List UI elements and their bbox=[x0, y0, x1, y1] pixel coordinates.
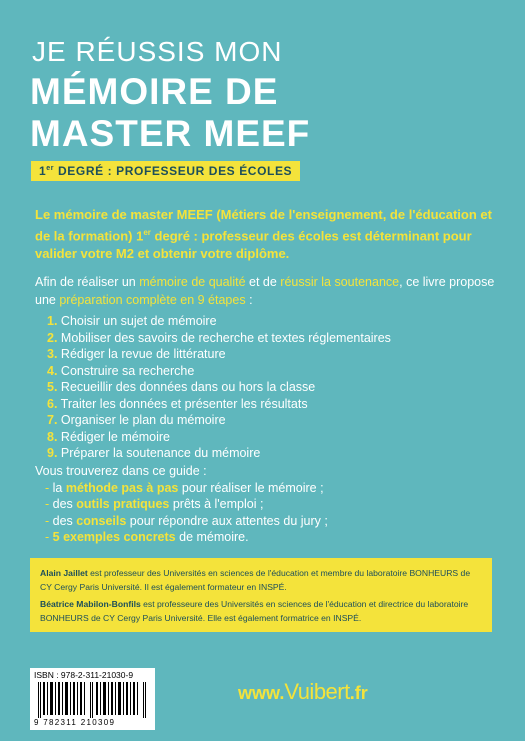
description-paragraph bbox=[35, 273, 495, 309]
step-item bbox=[47, 379, 391, 396]
step-number: 3. bbox=[47, 347, 58, 361]
step-text: Recueillir des données dans ou hors la classe bbox=[57, 380, 316, 394]
guide-item bbox=[45, 513, 495, 530]
guide-item-pre: des bbox=[52, 497, 77, 511]
intro-part2: degré : professeur des écoles est déterminant pour valider votre M2 et obtenir votre diplôme. bbox=[35, 228, 472, 262]
step-text: Préparer la soutenance du mémoire bbox=[57, 446, 261, 460]
step-item bbox=[47, 363, 391, 380]
step-number: 9. bbox=[47, 446, 58, 460]
step-item bbox=[47, 429, 391, 446]
author-text: est professeur des Universités en sciences de l'éducation et membre du laboratoire BONHEURS de CY Cergy Paris Université. Il est également formateur en INSPÉ. bbox=[40, 568, 471, 592]
step-item bbox=[47, 330, 391, 347]
step-number: 7. bbox=[47, 413, 58, 427]
steps-list bbox=[47, 313, 391, 462]
authors-box bbox=[30, 558, 492, 632]
step-item bbox=[47, 313, 391, 330]
guide-item bbox=[45, 496, 495, 513]
para-highlight-3: préparation complète en 9 étapes bbox=[59, 293, 246, 307]
dash-bullet: - bbox=[45, 530, 53, 544]
isbn-text: ISBN : 978-2-311-21030-9 bbox=[34, 670, 134, 680]
author-bio bbox=[40, 566, 482, 594]
step-item bbox=[47, 396, 391, 413]
publisher-logo-text: Vuibert bbox=[284, 679, 350, 704]
dash-bullet: - bbox=[45, 497, 53, 511]
guide-item-post: de mémoire. bbox=[175, 530, 249, 544]
band-ordinal-sup: er bbox=[46, 165, 55, 172]
guide-item bbox=[45, 529, 495, 546]
guide-intro: Vous trouverez dans ce guide : bbox=[35, 464, 207, 478]
intro-part1: Le mémoire de master MEEF (Métiers de l'enseignement, de l'éducation et de la formation) 1 bbox=[35, 207, 492, 244]
step-number: 8. bbox=[47, 429, 58, 444]
step-text: Mobiliser des savoirs de recherche et textes réglementaires bbox=[57, 330, 391, 345]
title-line-3: MASTER MEEF bbox=[30, 113, 311, 154]
para-t4: : bbox=[245, 293, 253, 307]
guide-item-bold: conseils bbox=[76, 513, 127, 528]
guide-list bbox=[35, 480, 495, 546]
guide-item-bold: méthode pas à pas bbox=[65, 480, 179, 495]
step-text: Choisir un sujet de mémoire bbox=[57, 314, 217, 328]
step-number: 5. bbox=[47, 380, 58, 394]
guide-section bbox=[35, 463, 495, 546]
step-text: Construire sa recherche bbox=[57, 363, 195, 378]
barcode-icon bbox=[38, 682, 148, 718]
para-highlight-2: réussir la soutenance bbox=[280, 275, 400, 289]
band-text: DEGRÉ : PROFESSEUR DES ÉCOLES bbox=[54, 164, 293, 178]
guide-item-bold: 5 exemples concrets bbox=[52, 530, 176, 544]
step-number: 1. bbox=[47, 314, 58, 328]
para-t1: Afin de réaliser un bbox=[35, 275, 140, 289]
barcode-digits: 9 782311 210309 bbox=[34, 718, 116, 727]
para-t3: , ce livre propose une bbox=[35, 275, 495, 307]
author-text: est professeure des Universités en sciences de l'éducation et directrice du laboratoire BONHEURS de CY Cergy Paris Université. Elle est également formatrice en INSPÉ. bbox=[40, 599, 469, 623]
barcode-area bbox=[30, 668, 155, 730]
intro-paragraph bbox=[35, 206, 495, 263]
guide-item-pre: la bbox=[52, 480, 66, 495]
site-suffix: .fr bbox=[349, 683, 368, 703]
dash-bullet: - bbox=[45, 480, 53, 495]
step-text: Rédiger la revue de littérature bbox=[57, 347, 226, 361]
title-line-1: JE RÉUSSIS MON bbox=[32, 36, 283, 67]
para-t2: et de bbox=[245, 275, 281, 289]
step-text: Traiter les données et présenter les résultats bbox=[57, 396, 308, 411]
step-text: Organiser le plan du mémoire bbox=[57, 413, 226, 427]
guide-item-post: pour répondre aux attentes du jury ; bbox=[126, 513, 328, 528]
para-highlight-1: mémoire de qualité bbox=[139, 275, 246, 289]
guide-item-post: prêts à l'emploi ; bbox=[169, 497, 264, 511]
subtitle-band bbox=[31, 161, 300, 181]
author-bio bbox=[40, 597, 482, 625]
dash-bullet: - bbox=[45, 513, 53, 528]
step-item bbox=[47, 445, 391, 462]
step-number: 4. bbox=[47, 363, 58, 378]
step-number: 6. bbox=[47, 396, 58, 411]
guide-item-pre: des bbox=[52, 513, 77, 528]
guide-item-bold: outils pratiques bbox=[76, 497, 170, 511]
publisher-website[interactable] bbox=[238, 679, 368, 705]
guide-item bbox=[45, 480, 495, 497]
step-text: Rédiger le mémoire bbox=[57, 429, 170, 444]
step-number: 2. bbox=[47, 330, 58, 345]
intro-sup: er bbox=[143, 228, 151, 237]
site-prefix: www. bbox=[238, 683, 285, 703]
band-ordinal: 1 bbox=[39, 164, 47, 178]
author-name: Alain Jaillet bbox=[40, 568, 88, 578]
title-line-2: MÉMOIRE DE bbox=[30, 71, 279, 112]
step-item bbox=[47, 346, 391, 363]
step-item bbox=[47, 412, 391, 429]
author-name: Béatrice Mabilon-Bonfils bbox=[40, 599, 141, 609]
guide-item-post: pour réaliser le mémoire ; bbox=[178, 480, 324, 495]
